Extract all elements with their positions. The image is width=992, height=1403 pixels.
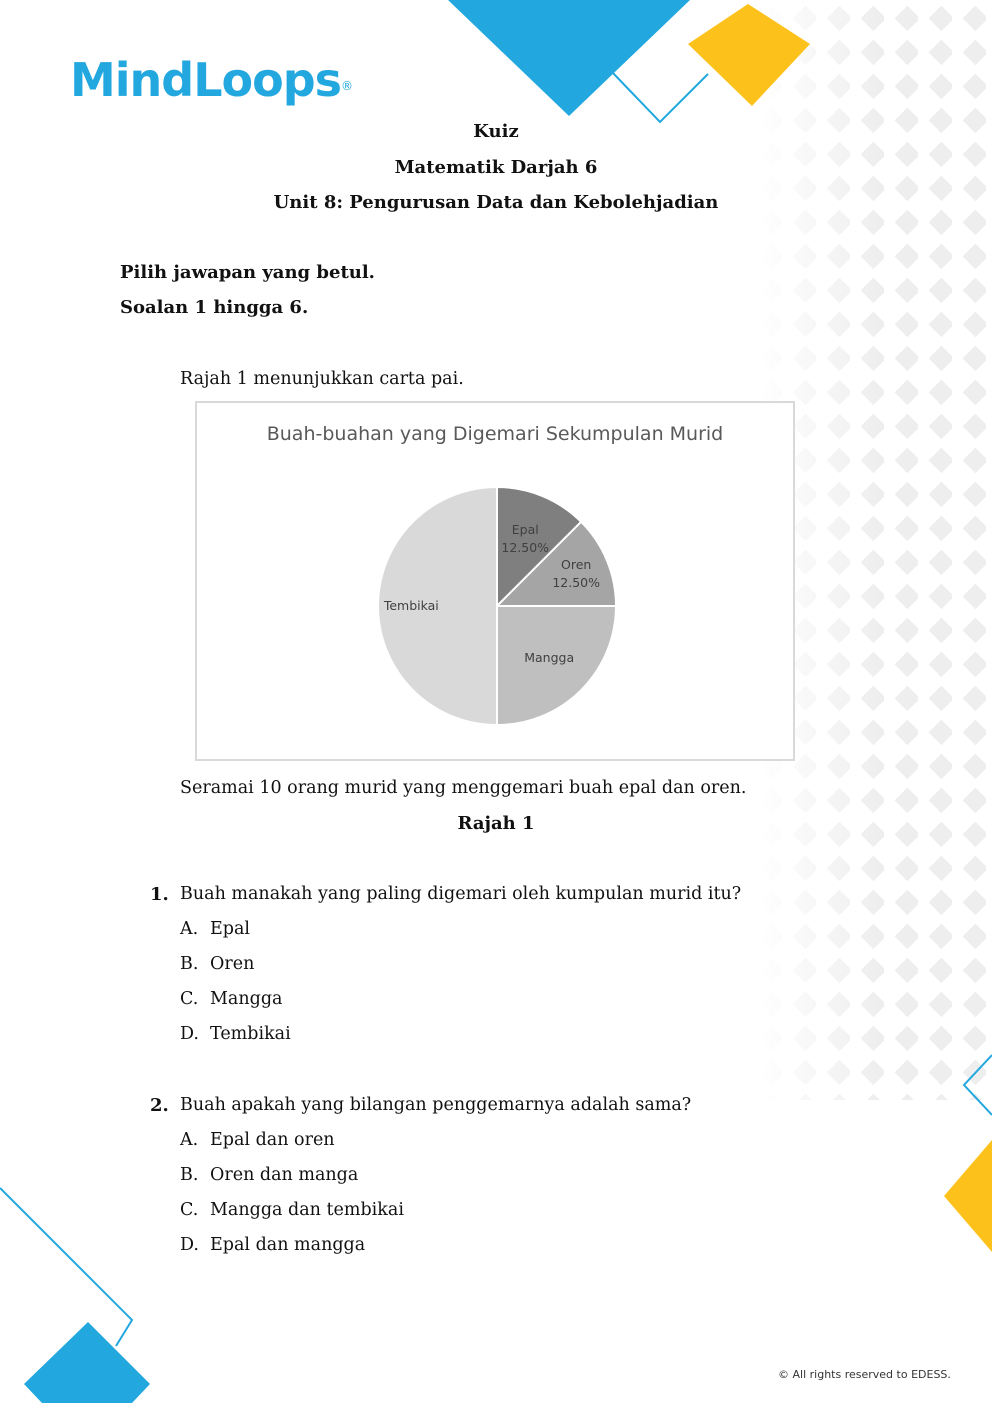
question-2-option-c[interactable]: C. Mangga dan tembikai [180,1200,404,1220]
instruction-line-1: Pilih jawapan yang betul. [120,262,375,283]
slice-value-epal: 12.50% [501,539,550,555]
blue-diamond-shape [448,0,690,116]
question-1-text: Buah manakah yang paling digemari oleh kumpulan murid itu? [180,884,742,904]
figure-note: Seramai 10 orang murid yang menggemari buah epal dan oren. [180,778,747,798]
figure-caption: Rajah 1 [457,813,535,834]
figure-intro: Rajah 1 menunjukkan carta pai. [180,369,464,389]
blue-corner-shape [24,1322,150,1403]
question-1-number: 1. [150,884,169,905]
slice-label-epal: Epal [511,521,539,537]
instruction-line-2: Soalan 1 hingga 6. [120,297,309,318]
slice-label-mangga: Mangga [524,650,575,666]
question-2-number: 2. [150,1095,169,1116]
quiz-title: Kuiz [473,121,519,142]
pie-chart-frame [195,401,795,761]
question-1-option-c[interactable]: C. Mangga [180,989,283,1009]
subject-title: Matematik Darjah 6 [394,157,598,178]
pie-slice-mangga [497,606,616,725]
slice-value-oren: 12.50% [552,575,600,591]
question-1-option-d[interactable]: D. Tembikai [180,1024,291,1044]
pie-chart [197,403,793,759]
unit-title: Unit 8: Pengurusan Data dan Kebolehjadian [273,192,719,213]
question-2-option-a[interactable]: A. Epal dan oren [180,1130,335,1150]
mindloops-logo: MindLoops® [70,53,353,107]
question-2-option-b[interactable]: B. Oren dan manga [180,1165,359,1185]
slice-label-tembikai: Tembikai [383,598,439,613]
slice-label-oren: Oren [560,557,592,573]
question-1-option-b[interactable]: B. Oren [180,954,255,974]
question-2-option-d[interactable]: D. Epal dan mangga [180,1235,366,1255]
yellow-corner-shape [944,1140,992,1252]
question-2-text: Buah apakah yang bilangan penggemarnya adalah sama? [180,1095,692,1115]
question-1-option-a[interactable]: A. Epal [180,919,251,939]
chart-title: Buah-buahan yang Digemari Sekumpulan Murid [266,423,724,445]
copyright-footer: © All rights reserved to EDESS. [778,1368,951,1381]
